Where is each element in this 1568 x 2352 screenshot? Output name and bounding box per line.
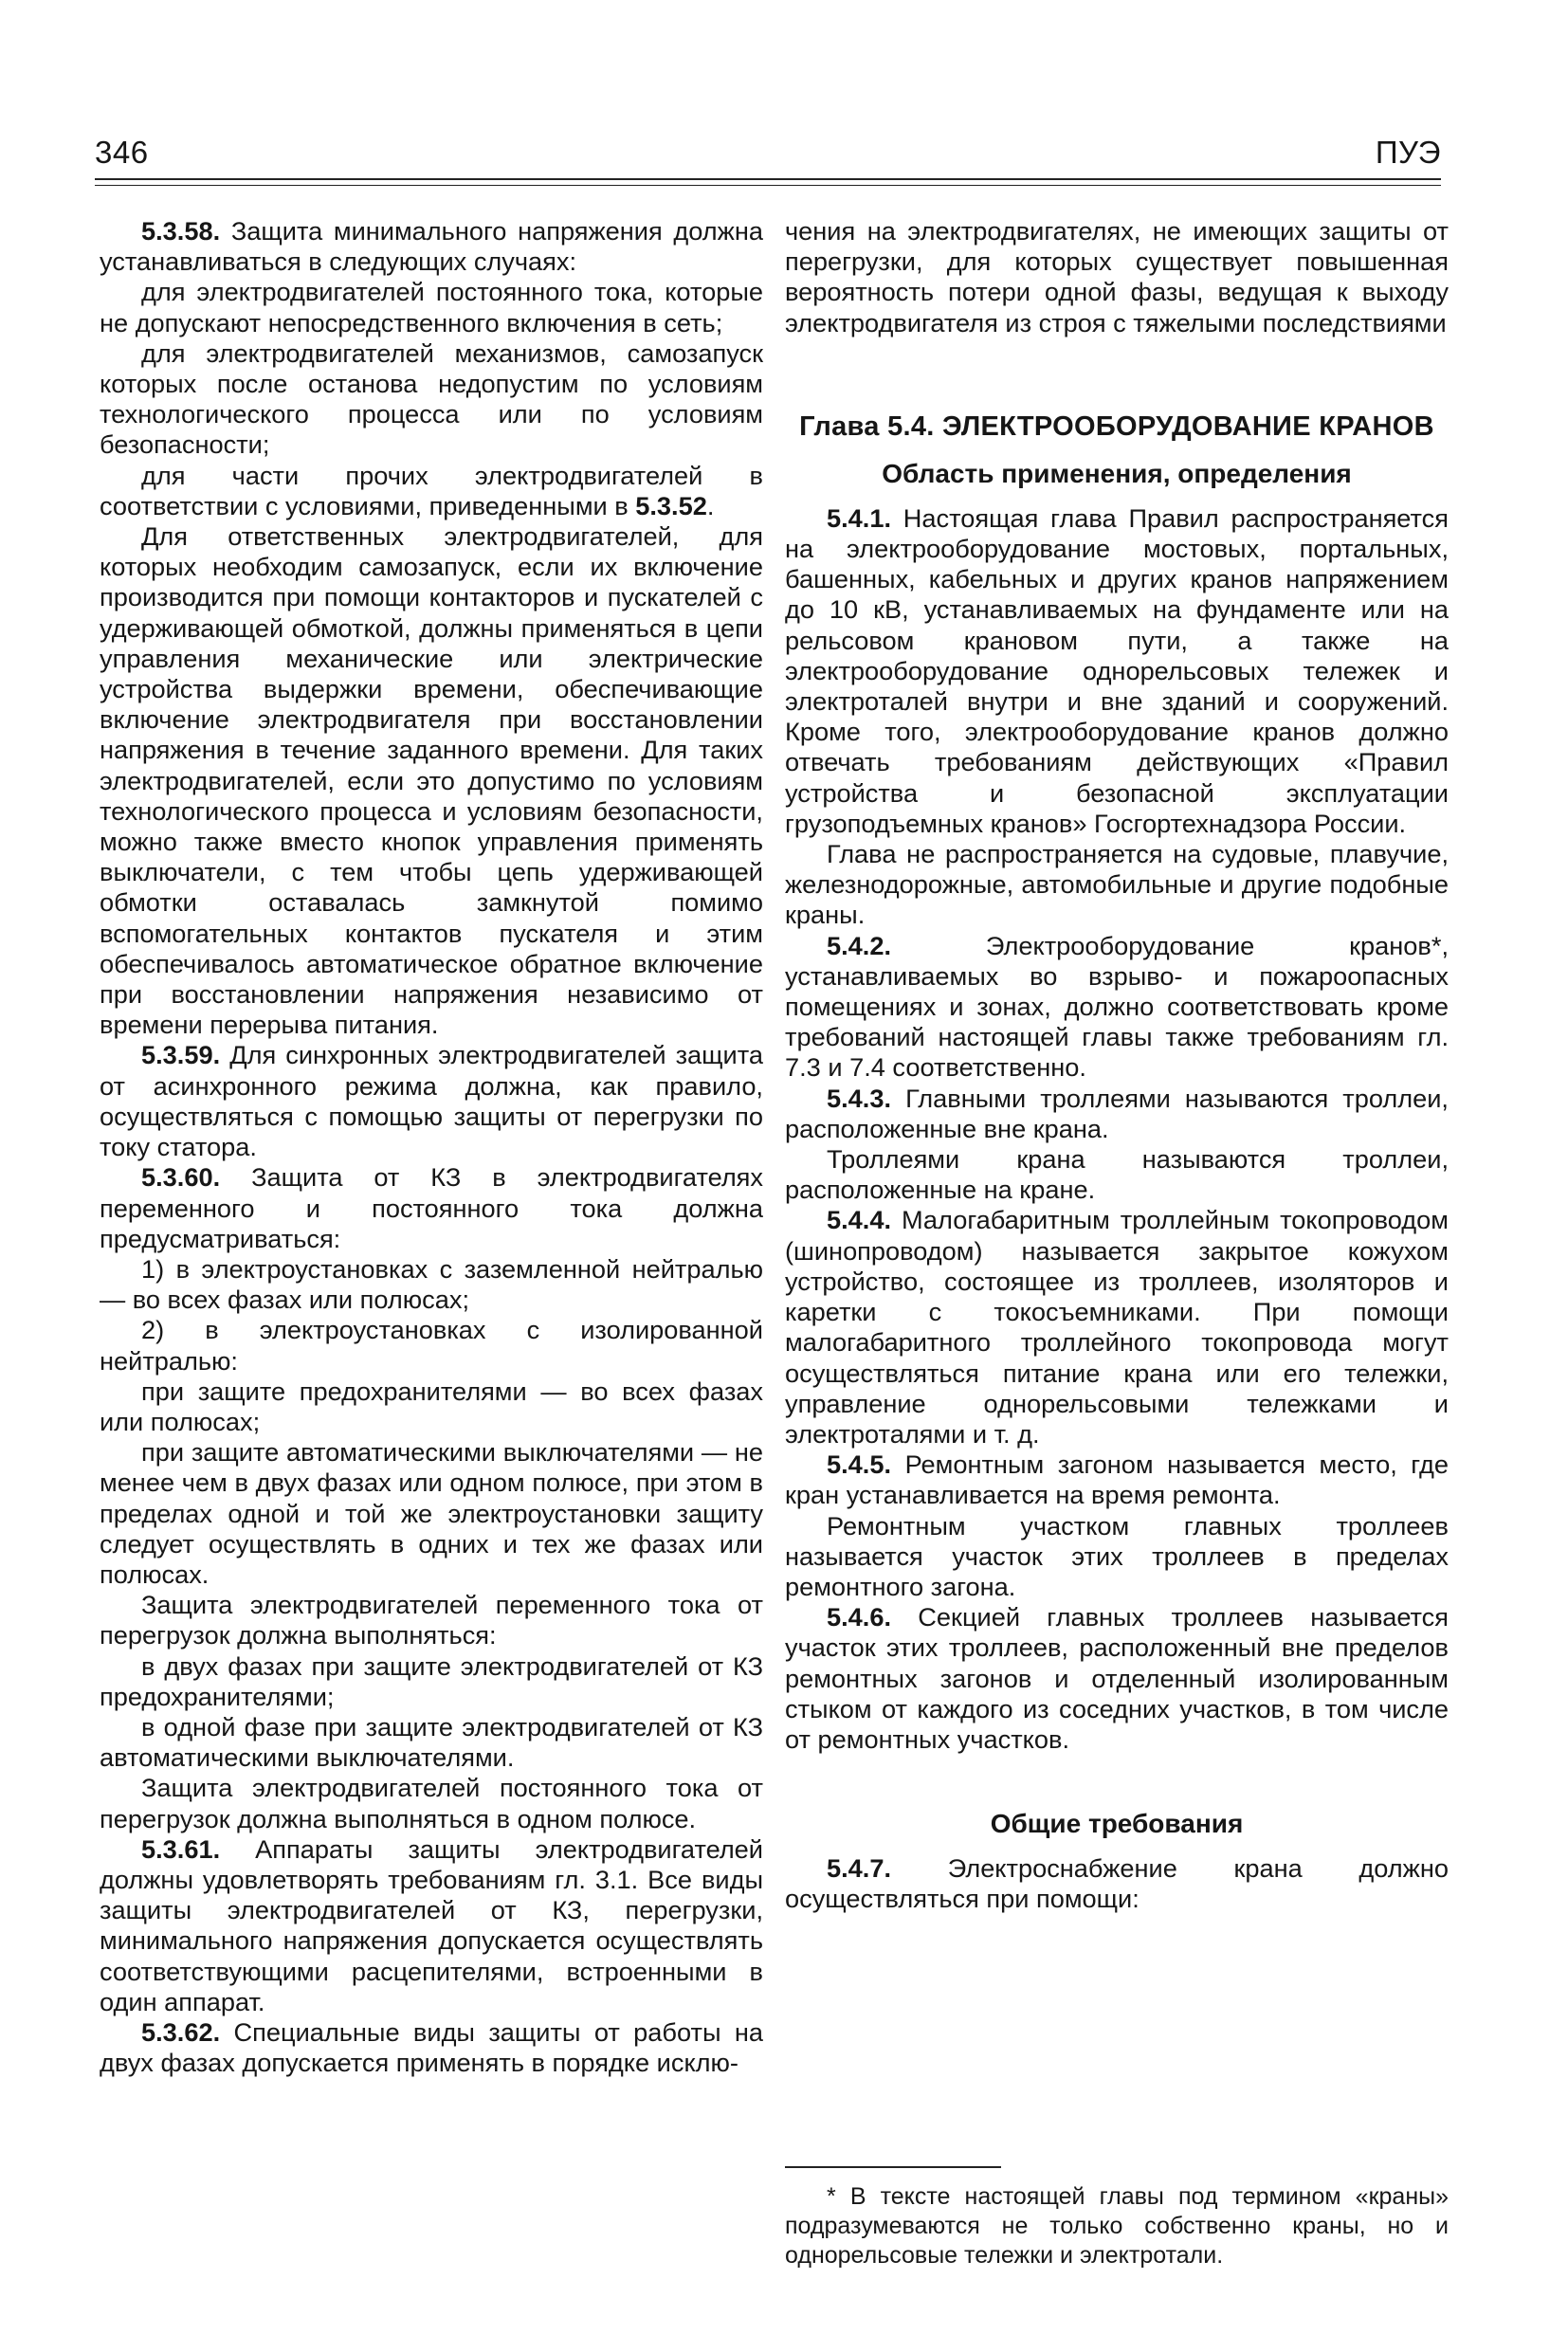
running-title: ПУЭ [1375, 135, 1441, 170]
paragraph: 1) в электроустановках с заземленной нейтралью — во всех фазах или полюсах; [100, 1253, 763, 1315]
cross-reference: 5.3.52 [635, 490, 707, 520]
paragraph: в одной фазе при защите электродвигателей от КЗ автоматическими выключателями. [100, 1711, 763, 1773]
footnote-rule [785, 2166, 1001, 2168]
header-rule-thin [95, 185, 1441, 186]
left-column [100, 216, 763, 2078]
paragraph: 5.3.62. Специальные виды защиты от работы на двух фазах допускается применять в порядке исклю- [100, 2016, 763, 2078]
page-header [95, 121, 1441, 178]
paragraph: 5.4.4. Малогабаритным троллейным токопроводом (шинопроводом) называется закрытое кожухом устройство, состоящее из троллеев, изоляторов и каретки с токосъемниками. При помощи малогабаритного троллейного токопровода могут осуществляться питание крана или его тележки, управление однорельсовыми тележками и электроталями и т. д. [785, 1205, 1449, 1449]
paragraph: 5.3.58. Защита минимального напряжения должна устанавливаться в следующих случаях: [100, 216, 763, 277]
right-column [785, 216, 1449, 1915]
paragraph: Защита электродвигателей переменного тока от перегрузок должна выполняться: [100, 1590, 763, 1650]
paragraph: Троллеями крана называются троллеи, расположенные на кране. [785, 1144, 1449, 1205]
page-number: 346 [95, 135, 149, 170]
paragraph: при защите предохранителями — во всех фазах или полюсах; [100, 1376, 763, 1436]
clause-number: 5.4.1. [827, 502, 892, 533]
paragraph: 5.4.5. Ремонтным загоном называется место, где кран устанавливается на время ремонта. [785, 1449, 1449, 1510]
section-title: Область применения, определения [882, 458, 1352, 488]
paragraph: для электродвигателей постоянного тока, которые не допускают непосредственного включения в сеть; [100, 277, 763, 337]
clause-number: 5.3.58. [141, 216, 221, 246]
clause-number: 5.3.61. [141, 1833, 221, 1864]
paragraph: 5.4.6. Секцией главных троллеев называется участок этих троллеев, расположенный вне пределов ремонтных загонов и отделенный изолированным стыком от каждого из соседних участков, в том числе от ремонтных участков. [785, 1602, 1449, 1754]
paragraph: Ремонтным участком главных троллеев называется участок этих троллеев в пределах ремонтного загона. [785, 1510, 1449, 1601]
paragraph: при защите автоматическими выключателями — не менее чем в двух фазах или одном полюсе, при этом в пределах одной и той же электроустановки защиту следует осуществлять в одних и тех же фазах или полюсах. [100, 1437, 763, 1589]
paragraph: 5.3.59. Для синхронных электродвигателей защита от асинхронного режима должна, как правило, осуществляться с помощью защиты от перегрузки по току статора. [100, 1040, 763, 1162]
footnote [785, 2182, 1449, 2270]
paragraph: 5.4.1. Настоящая глава Правил распространяется на электрооборудование мостовых, портальных, башенных, кабельных и других кранов напряжением до 10 кВ, устанавливаемых на фундаменте или на рельсовом крановом пути, а также на электрооборудование однорельсовых тележек и электроталей внутри и вне зданий и сооружений. Кроме того, электрооборудование кранов должно отвечать требованиям действующих «Правил устройства и безопасной эксплуатации грузоподъемных кранов» Госгортехнадзора России. [785, 502, 1449, 838]
section-title: Общие требования [990, 1809, 1244, 1839]
paragraph: 5.3.61. Аппараты защиты электродвигателей должны удовлетворять требованиям гл. 3.1. Все виды защиты электродвигателей от КЗ, перегрузки, минимального напряжения допускается осуществлять соответствующими расцепителями, встроенными в один аппарат. [100, 1833, 763, 2016]
paragraph: Глава не распространяется на судовые, плавучие, железнодорожные, автомобильные и другие подобные краны. [785, 839, 1449, 930]
paragraph: в двух фазах при защите электродвигателей от КЗ предохранителями; [100, 1650, 763, 1711]
paragraph: 5.3.60. Защита от КЗ в электродвигателях переменного и постоянного тока должна предусматриваться: [100, 1162, 763, 1253]
clause-number: 5.4.7. [827, 1853, 892, 1884]
paragraph: для электродвигателей механизмов, самозапуск которых после останова недопустим по условиям технологического процесса или по условиям безопасности; [100, 337, 763, 460]
footnote-text: * В тексте настоящей главы под термином «краны» подразумеваются не только собственно краны, но и однорельсовые тележки и электротали. [785, 2183, 1449, 2269]
clause-number: 5.4.5. [827, 1449, 892, 1480]
paragraph: Защита электродвигателей постоянного тока от перегрузок должна выполняться в одном полюсе. [100, 1773, 763, 1833]
paragraph: 5.4.3. Главными троллеями называются троллеи, расположенные вне крана. [785, 1083, 1449, 1143]
clause-number: 5.3.62. [141, 2016, 221, 2047]
clause-number: 5.4.3. [827, 1083, 892, 1113]
paragraph: Для ответственных электродвигателей, для которых необходим самозапуск, если их включение производится при помощи контакторов и пускателей с удерживающей обмоткой, должны применяться в цепи управления механические или электрические устройства выдержки времени, обеспечивающие включение электродвигателя при восстановлении напряжения в течение заданного времени. Для таких электродвигателей, если это допустимо по условиям технологического процесса и условиям безопасности, можно также вместо кнопок управления применять выключатели, с тем чтобы цепь удерживающей обмотки оставалась замкнутой помимо вспомогательных контактов пускателя и этим обеспечивалось автоматическое обратное включение при восстановлении напряжения независимо от времени перерыва питания. [100, 521, 763, 1040]
clause-number: 5.3.59. [141, 1040, 221, 1070]
chapter-title: Глава 5.4. ЭЛЕКТРООБОРУДОВАНИЕ КРАНОВ [799, 410, 1434, 442]
paragraph: 5.4.7. Электроснабжение крана должно осуществляться при помощи: [785, 1853, 1449, 1914]
clause-number: 5.4.2. [827, 930, 892, 960]
paragraph: 5.4.2. Электрооборудование кранов*, устанавливаемых во взрыво- и пожароопасных помещениях и зонах, должно соответствовать кроме требований настоящей главы также требованиям гл. 7.3 и 7.4 соответственно. [785, 930, 1449, 1083]
clause-number: 5.4.6. [827, 1602, 892, 1632]
paragraph: 2) в электроустановках с изолированной нейтралью: [100, 1315, 763, 1376]
header-rule [95, 178, 1441, 180]
continuation-paragraph: чения на электродвигателях, не имеющих защиты от перегрузки, для которых существует повышенная вероятность потери одной фазы, ведущая к выходу электродвигателя из строя с тяжелыми последствиями [785, 216, 1449, 337]
clause-number: 5.4.4. [827, 1205, 892, 1235]
clause-number: 5.3.60. [141, 1162, 221, 1193]
paragraph: для части прочих электродвигателей в соответствии с условиями, приведенными в 5.3.52. [100, 460, 763, 520]
